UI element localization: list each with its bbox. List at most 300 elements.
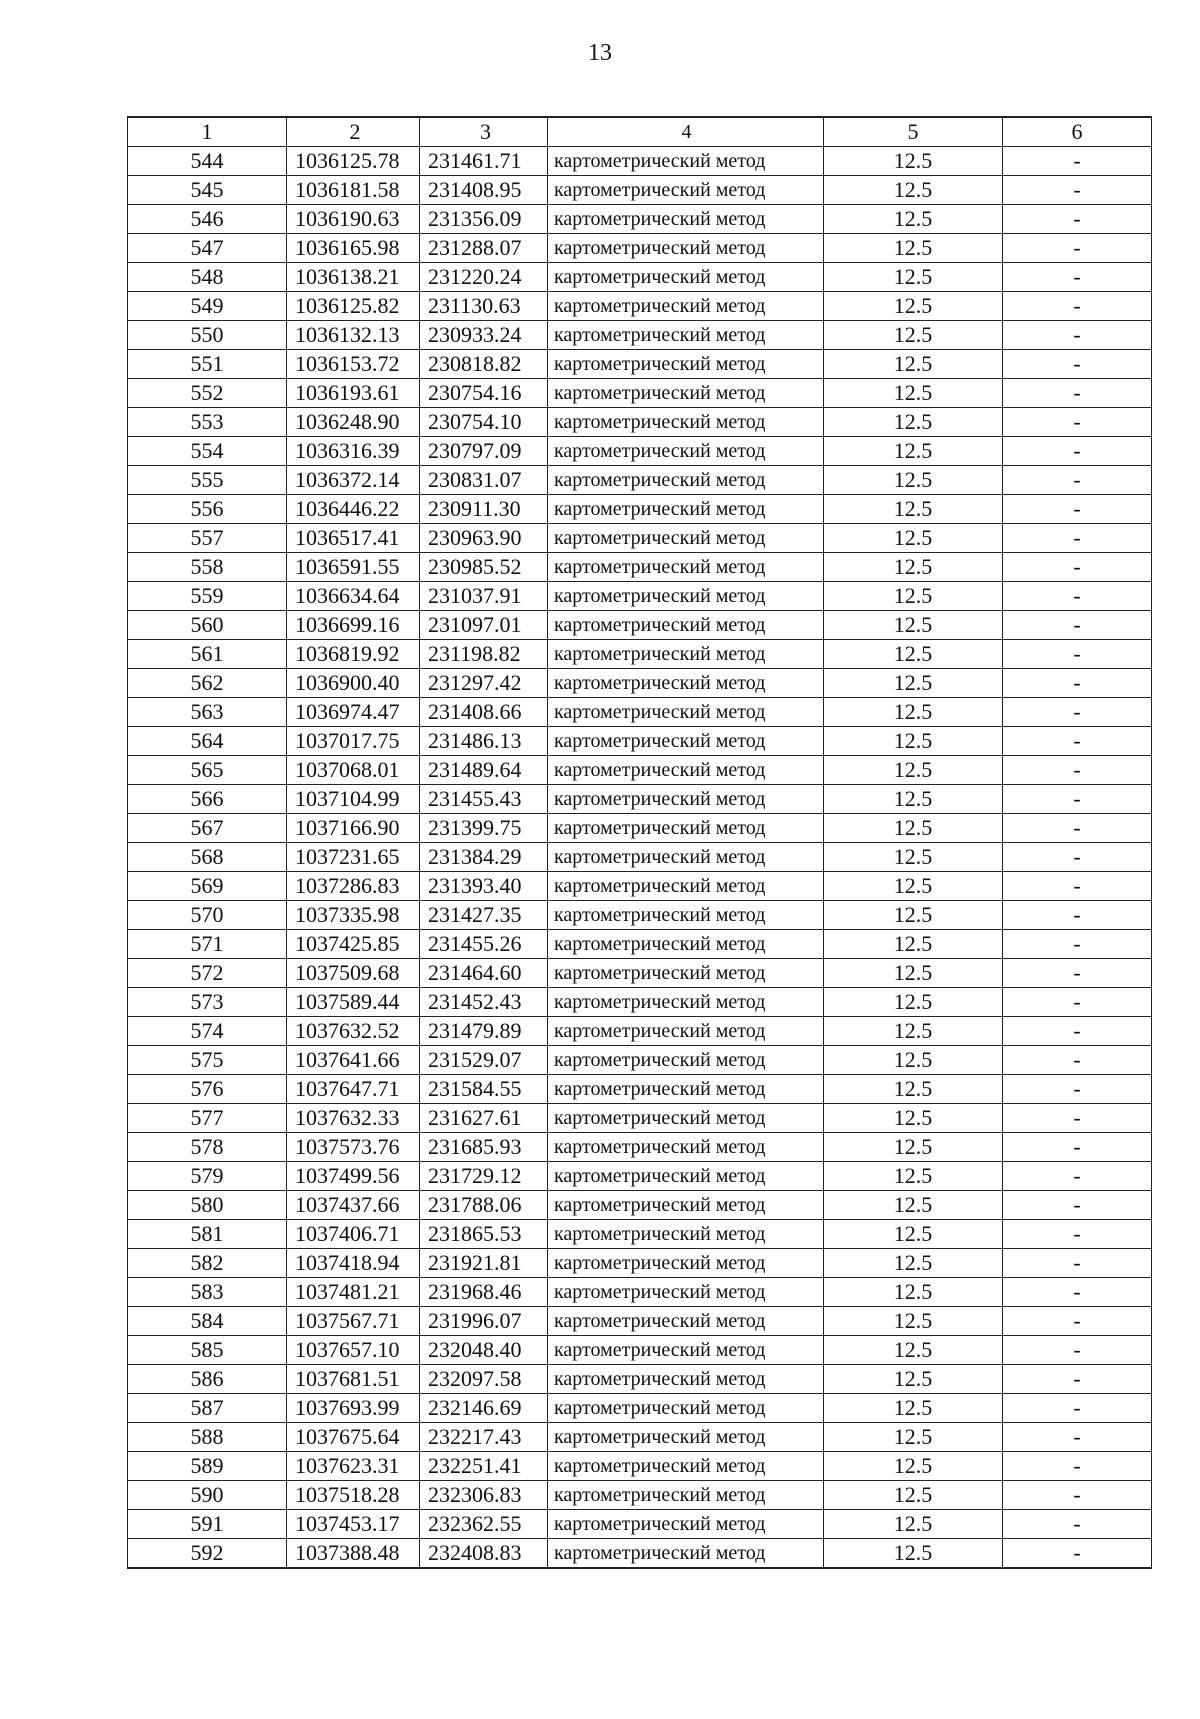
y-coordinate-cell: 232048.40	[420, 1336, 548, 1365]
note-cell: -	[1003, 1220, 1152, 1249]
point-number-cell: 575	[128, 1046, 287, 1075]
x-coordinate-cell: 1036517.41	[287, 524, 420, 553]
accuracy-cell: 12.5	[824, 176, 1003, 205]
point-number-cell: 559	[128, 582, 287, 611]
table-row	[128, 1278, 1152, 1307]
table-row	[128, 785, 1152, 814]
y-coordinate-cell: 231393.40	[420, 872, 548, 901]
y-coordinate-cell: 230933.24	[420, 321, 548, 350]
x-coordinate-cell: 1036316.39	[287, 437, 420, 466]
table-row	[128, 611, 1152, 640]
table-row	[128, 379, 1152, 408]
note-cell: -	[1003, 1539, 1152, 1569]
method-cell: картометрический метод	[548, 1452, 824, 1481]
table-row	[128, 901, 1152, 930]
x-coordinate-cell: 1036193.61	[287, 379, 420, 408]
note-cell: -	[1003, 872, 1152, 901]
x-coordinate-cell: 1037406.71	[287, 1220, 420, 1249]
table-row	[128, 1423, 1152, 1452]
y-coordinate-cell: 231198.82	[420, 640, 548, 669]
point-number-cell: 573	[128, 988, 287, 1017]
note-cell: -	[1003, 640, 1152, 669]
column-header-1: 1	[128, 117, 287, 147]
note-cell: -	[1003, 843, 1152, 872]
table-row	[128, 292, 1152, 321]
point-number-cell: 567	[128, 814, 287, 843]
table-row	[128, 582, 1152, 611]
note-cell: -	[1003, 379, 1152, 408]
table-row	[128, 669, 1152, 698]
point-number-cell: 562	[128, 669, 287, 698]
point-number-cell: 583	[128, 1278, 287, 1307]
table-row	[128, 843, 1152, 872]
x-coordinate-cell: 1037675.64	[287, 1423, 420, 1452]
x-coordinate-cell: 1037335.98	[287, 901, 420, 930]
column-header-5: 5	[824, 117, 1003, 147]
method-cell: картометрический метод	[548, 1133, 824, 1162]
y-coordinate-cell: 232408.83	[420, 1539, 548, 1569]
note-cell: -	[1003, 1394, 1152, 1423]
method-cell: картометрический метод	[548, 524, 824, 553]
table-row	[128, 524, 1152, 553]
table-row	[128, 205, 1152, 234]
method-cell: картометрический метод	[548, 1191, 824, 1220]
x-coordinate-cell: 1037068.01	[287, 756, 420, 785]
table-row	[128, 408, 1152, 437]
point-number-cell: 553	[128, 408, 287, 437]
point-number-cell: 582	[128, 1249, 287, 1278]
y-coordinate-cell: 232146.69	[420, 1394, 548, 1423]
note-cell: -	[1003, 408, 1152, 437]
note-cell: -	[1003, 785, 1152, 814]
y-coordinate-cell: 231130.63	[420, 292, 548, 321]
point-number-cell: 557	[128, 524, 287, 553]
note-cell: -	[1003, 611, 1152, 640]
x-coordinate-cell: 1036974.47	[287, 698, 420, 727]
y-coordinate-cell: 230831.07	[420, 466, 548, 495]
column-header-6: 6	[1003, 117, 1152, 147]
y-coordinate-cell: 230963.90	[420, 524, 548, 553]
y-coordinate-cell: 231408.95	[420, 176, 548, 205]
x-coordinate-cell: 1036900.40	[287, 669, 420, 698]
y-coordinate-cell: 231865.53	[420, 1220, 548, 1249]
method-cell: картометрический метод	[548, 640, 824, 669]
y-coordinate-cell: 231479.89	[420, 1017, 548, 1046]
x-coordinate-cell: 1037425.85	[287, 930, 420, 959]
note-cell: -	[1003, 901, 1152, 930]
note-cell: -	[1003, 292, 1152, 321]
point-number-cell: 570	[128, 901, 287, 930]
method-cell: картометрический метод	[548, 176, 824, 205]
y-coordinate-cell: 231288.07	[420, 234, 548, 263]
method-cell: картометрический метод	[548, 1017, 824, 1046]
y-coordinate-cell: 230911.30	[420, 495, 548, 524]
x-coordinate-cell: 1037437.66	[287, 1191, 420, 1220]
y-coordinate-cell: 231097.01	[420, 611, 548, 640]
x-coordinate-cell: 1037518.28	[287, 1481, 420, 1510]
x-coordinate-cell: 1036699.16	[287, 611, 420, 640]
x-coordinate-cell: 1036125.82	[287, 292, 420, 321]
point-number-cell: 568	[128, 843, 287, 872]
note-cell: -	[1003, 437, 1152, 466]
method-cell: картометрический метод	[548, 756, 824, 785]
x-coordinate-cell: 1036446.22	[287, 495, 420, 524]
note-cell: -	[1003, 1104, 1152, 1133]
x-coordinate-cell: 1036190.63	[287, 205, 420, 234]
note-cell: -	[1003, 1162, 1152, 1191]
method-cell: картометрический метод	[548, 843, 824, 872]
accuracy-cell: 12.5	[824, 495, 1003, 524]
note-cell: -	[1003, 1249, 1152, 1278]
accuracy-cell: 12.5	[824, 872, 1003, 901]
x-coordinate-cell: 1037589.44	[287, 988, 420, 1017]
table-row	[128, 1249, 1152, 1278]
y-coordinate-cell: 231996.07	[420, 1307, 548, 1336]
x-coordinate-cell: 1037231.65	[287, 843, 420, 872]
note-cell: -	[1003, 350, 1152, 379]
x-coordinate-cell: 1037017.75	[287, 727, 420, 756]
y-coordinate-cell: 231461.71	[420, 147, 548, 176]
y-coordinate-cell: 231399.75	[420, 814, 548, 843]
table-body	[128, 147, 1152, 1569]
x-coordinate-cell: 1037104.99	[287, 785, 420, 814]
y-coordinate-cell: 231464.60	[420, 959, 548, 988]
table-row	[128, 698, 1152, 727]
coordinates-table	[127, 116, 1152, 1569]
y-coordinate-cell: 232362.55	[420, 1510, 548, 1539]
accuracy-cell: 12.5	[824, 147, 1003, 176]
accuracy-cell: 12.5	[824, 1452, 1003, 1481]
y-coordinate-cell: 231788.06	[420, 1191, 548, 1220]
point-number-cell: 572	[128, 959, 287, 988]
method-cell: картометрический метод	[548, 814, 824, 843]
point-number-cell: 564	[128, 727, 287, 756]
table-row	[128, 1481, 1152, 1510]
point-number-cell: 554	[128, 437, 287, 466]
method-cell: картометрический метод	[548, 872, 824, 901]
y-coordinate-cell: 231489.64	[420, 756, 548, 785]
y-coordinate-cell: 232217.43	[420, 1423, 548, 1452]
table-row	[128, 1307, 1152, 1336]
method-cell: картометрический метод	[548, 1104, 824, 1133]
note-cell: -	[1003, 988, 1152, 1017]
note-cell: -	[1003, 1336, 1152, 1365]
method-cell: картометрический метод	[548, 1539, 824, 1569]
y-coordinate-cell: 231455.43	[420, 785, 548, 814]
table-row	[128, 1452, 1152, 1481]
x-coordinate-cell: 1037453.17	[287, 1510, 420, 1539]
method-cell: картометрический метод	[548, 1249, 824, 1278]
point-number-cell: 565	[128, 756, 287, 785]
note-cell: -	[1003, 756, 1152, 785]
column-header-4: 4	[548, 117, 824, 147]
point-number-cell: 548	[128, 263, 287, 292]
point-number-cell: 578	[128, 1133, 287, 1162]
point-number-cell: 558	[128, 553, 287, 582]
method-cell: картометрический метод	[548, 205, 824, 234]
method-cell: картометрический метод	[548, 611, 824, 640]
table-row	[128, 872, 1152, 901]
point-number-cell: 590	[128, 1481, 287, 1510]
method-cell: картометрический метод	[548, 553, 824, 582]
accuracy-cell: 12.5	[824, 408, 1003, 437]
table-row	[128, 1220, 1152, 1249]
accuracy-cell: 12.5	[824, 1510, 1003, 1539]
x-coordinate-cell: 1037681.51	[287, 1365, 420, 1394]
accuracy-cell: 12.5	[824, 1336, 1003, 1365]
y-coordinate-cell: 231455.26	[420, 930, 548, 959]
method-cell: картометрический метод	[548, 495, 824, 524]
accuracy-cell: 12.5	[824, 1104, 1003, 1133]
accuracy-cell: 12.5	[824, 1394, 1003, 1423]
accuracy-cell: 12.5	[824, 1191, 1003, 1220]
x-coordinate-cell: 1037693.99	[287, 1394, 420, 1423]
method-cell: картометрический метод	[548, 147, 824, 176]
table-row	[128, 1133, 1152, 1162]
accuracy-cell: 12.5	[824, 1017, 1003, 1046]
accuracy-cell: 12.5	[824, 814, 1003, 843]
accuracy-cell: 12.5	[824, 1162, 1003, 1191]
table-row	[128, 756, 1152, 785]
y-coordinate-cell: 231529.07	[420, 1046, 548, 1075]
table-row	[128, 1336, 1152, 1365]
point-number-cell: 545	[128, 176, 287, 205]
accuracy-cell: 12.5	[824, 901, 1003, 930]
accuracy-cell: 12.5	[824, 1423, 1003, 1452]
table-row	[128, 1104, 1152, 1133]
method-cell: картометрический метод	[548, 785, 824, 814]
point-number-cell: 574	[128, 1017, 287, 1046]
note-cell: -	[1003, 814, 1152, 843]
accuracy-cell: 12.5	[824, 843, 1003, 872]
table-row	[128, 640, 1152, 669]
method-cell: картометрический метод	[548, 1046, 824, 1075]
point-number-cell: 550	[128, 321, 287, 350]
x-coordinate-cell: 1037418.94	[287, 1249, 420, 1278]
x-coordinate-cell: 1037509.68	[287, 959, 420, 988]
y-coordinate-cell: 230818.82	[420, 350, 548, 379]
point-number-cell: 569	[128, 872, 287, 901]
y-coordinate-cell: 231408.66	[420, 698, 548, 727]
table-row	[128, 1510, 1152, 1539]
method-cell: картометрический метод	[548, 669, 824, 698]
accuracy-cell: 12.5	[824, 1046, 1003, 1075]
table-row	[128, 495, 1152, 524]
point-number-cell: 552	[128, 379, 287, 408]
method-cell: картометрический метод	[548, 379, 824, 408]
y-coordinate-cell: 231427.35	[420, 901, 548, 930]
x-coordinate-cell: 1036372.14	[287, 466, 420, 495]
method-cell: картометрический метод	[548, 698, 824, 727]
accuracy-cell: 12.5	[824, 350, 1003, 379]
x-coordinate-cell: 1037388.48	[287, 1539, 420, 1569]
point-number-cell: 581	[128, 1220, 287, 1249]
x-coordinate-cell: 1036153.72	[287, 350, 420, 379]
page-number: 13	[588, 40, 612, 66]
x-coordinate-cell: 1037641.66	[287, 1046, 420, 1075]
point-number-cell: 566	[128, 785, 287, 814]
note-cell: -	[1003, 263, 1152, 292]
method-cell: картометрический метод	[548, 321, 824, 350]
point-number-cell: 591	[128, 1510, 287, 1539]
note-cell: -	[1003, 1046, 1152, 1075]
y-coordinate-cell: 231685.93	[420, 1133, 548, 1162]
note-cell: -	[1003, 698, 1152, 727]
method-cell: картометрический метод	[548, 292, 824, 321]
accuracy-cell: 12.5	[824, 1307, 1003, 1336]
note-cell: -	[1003, 1075, 1152, 1104]
accuracy-cell: 12.5	[824, 582, 1003, 611]
accuracy-cell: 12.5	[824, 785, 1003, 814]
accuracy-cell: 12.5	[824, 379, 1003, 408]
note-cell: -	[1003, 930, 1152, 959]
table-row	[128, 1365, 1152, 1394]
table-row	[128, 930, 1152, 959]
note-cell: -	[1003, 1133, 1152, 1162]
accuracy-cell: 12.5	[824, 234, 1003, 263]
method-cell: картометрический метод	[548, 988, 824, 1017]
method-cell: картометрический метод	[548, 437, 824, 466]
accuracy-cell: 12.5	[824, 1365, 1003, 1394]
point-number-cell: 584	[128, 1307, 287, 1336]
accuracy-cell: 12.5	[824, 698, 1003, 727]
table-row	[128, 814, 1152, 843]
x-coordinate-cell: 1037623.31	[287, 1452, 420, 1481]
method-cell: картометрический метод	[548, 1394, 824, 1423]
note-cell: -	[1003, 553, 1152, 582]
accuracy-cell: 12.5	[824, 437, 1003, 466]
y-coordinate-cell: 231452.43	[420, 988, 548, 1017]
table-row	[128, 959, 1152, 988]
column-header-2: 2	[287, 117, 420, 147]
point-number-cell: 587	[128, 1394, 287, 1423]
y-coordinate-cell: 231037.91	[420, 582, 548, 611]
table-row	[128, 1075, 1152, 1104]
point-number-cell: 592	[128, 1539, 287, 1569]
point-number-cell: 551	[128, 350, 287, 379]
note-cell: -	[1003, 176, 1152, 205]
x-coordinate-cell: 1037499.56	[287, 1162, 420, 1191]
note-cell: -	[1003, 669, 1152, 698]
table-row	[128, 350, 1152, 379]
x-coordinate-cell: 1036591.55	[287, 553, 420, 582]
x-coordinate-cell: 1037286.83	[287, 872, 420, 901]
y-coordinate-cell: 230754.16	[420, 379, 548, 408]
method-cell: картометрический метод	[548, 1162, 824, 1191]
point-number-cell: 560	[128, 611, 287, 640]
table-row	[128, 1046, 1152, 1075]
accuracy-cell: 12.5	[824, 553, 1003, 582]
accuracy-cell: 12.5	[824, 1249, 1003, 1278]
x-coordinate-cell: 1036125.78	[287, 147, 420, 176]
note-cell: -	[1003, 1452, 1152, 1481]
y-coordinate-cell: 232097.58	[420, 1365, 548, 1394]
table-row	[128, 988, 1152, 1017]
accuracy-cell: 12.5	[824, 524, 1003, 553]
table-row	[128, 1394, 1152, 1423]
x-coordinate-cell: 1036181.58	[287, 176, 420, 205]
method-cell: картометрический метод	[548, 234, 824, 263]
note-cell: -	[1003, 1365, 1152, 1394]
accuracy-cell: 12.5	[824, 669, 1003, 698]
point-number-cell: 588	[128, 1423, 287, 1452]
method-cell: картометрический метод	[548, 408, 824, 437]
x-coordinate-cell: 1037567.71	[287, 1307, 420, 1336]
method-cell: картометрический метод	[548, 1481, 824, 1510]
point-number-cell: 586	[128, 1365, 287, 1394]
y-coordinate-cell: 232251.41	[420, 1452, 548, 1481]
method-cell: картометрический метод	[548, 582, 824, 611]
accuracy-cell: 12.5	[824, 1075, 1003, 1104]
point-number-cell: 546	[128, 205, 287, 234]
accuracy-cell: 12.5	[824, 263, 1003, 292]
method-cell: картометрический метод	[548, 901, 824, 930]
accuracy-cell: 12.5	[824, 1220, 1003, 1249]
note-cell: -	[1003, 1307, 1152, 1336]
method-cell: картометрический метод	[548, 1336, 824, 1365]
note-cell: -	[1003, 1423, 1152, 1452]
y-coordinate-cell: 230985.52	[420, 553, 548, 582]
x-coordinate-cell: 1036248.90	[287, 408, 420, 437]
x-coordinate-cell: 1037632.52	[287, 1017, 420, 1046]
accuracy-cell: 12.5	[824, 611, 1003, 640]
x-coordinate-cell: 1036138.21	[287, 263, 420, 292]
table-row	[128, 234, 1152, 263]
accuracy-cell: 12.5	[824, 1539, 1003, 1569]
accuracy-cell: 12.5	[824, 727, 1003, 756]
x-coordinate-cell: 1037647.71	[287, 1075, 420, 1104]
table-row	[128, 263, 1152, 292]
note-cell: -	[1003, 466, 1152, 495]
method-cell: картометрический метод	[548, 1220, 824, 1249]
method-cell: картометрический метод	[548, 1365, 824, 1394]
accuracy-cell: 12.5	[824, 205, 1003, 234]
table-row	[128, 727, 1152, 756]
table-row	[128, 176, 1152, 205]
x-coordinate-cell: 1036132.13	[287, 321, 420, 350]
point-number-cell: 577	[128, 1104, 287, 1133]
y-coordinate-cell: 231584.55	[420, 1075, 548, 1104]
x-coordinate-cell: 1036819.92	[287, 640, 420, 669]
x-coordinate-cell: 1037573.76	[287, 1133, 420, 1162]
point-number-cell: 589	[128, 1452, 287, 1481]
note-cell: -	[1003, 234, 1152, 263]
table-row	[128, 553, 1152, 582]
point-number-cell: 556	[128, 495, 287, 524]
accuracy-cell: 12.5	[824, 756, 1003, 785]
y-coordinate-cell: 230754.10	[420, 408, 548, 437]
point-number-cell: 549	[128, 292, 287, 321]
method-cell: картометрический метод	[548, 1423, 824, 1452]
y-coordinate-cell: 231921.81	[420, 1249, 548, 1278]
y-coordinate-cell: 231729.12	[420, 1162, 548, 1191]
table-row	[128, 466, 1152, 495]
y-coordinate-cell: 231486.13	[420, 727, 548, 756]
point-number-cell: 547	[128, 234, 287, 263]
method-cell: картометрический метод	[548, 959, 824, 988]
point-number-cell: 576	[128, 1075, 287, 1104]
accuracy-cell: 12.5	[824, 640, 1003, 669]
accuracy-cell: 12.5	[824, 988, 1003, 1017]
method-cell: картометрический метод	[548, 1278, 824, 1307]
note-cell: -	[1003, 495, 1152, 524]
table-row	[128, 321, 1152, 350]
point-number-cell: 561	[128, 640, 287, 669]
point-number-cell: 544	[128, 147, 287, 176]
method-cell: картометрический метод	[548, 1307, 824, 1336]
note-cell: -	[1003, 1481, 1152, 1510]
method-cell: картометрический метод	[548, 263, 824, 292]
